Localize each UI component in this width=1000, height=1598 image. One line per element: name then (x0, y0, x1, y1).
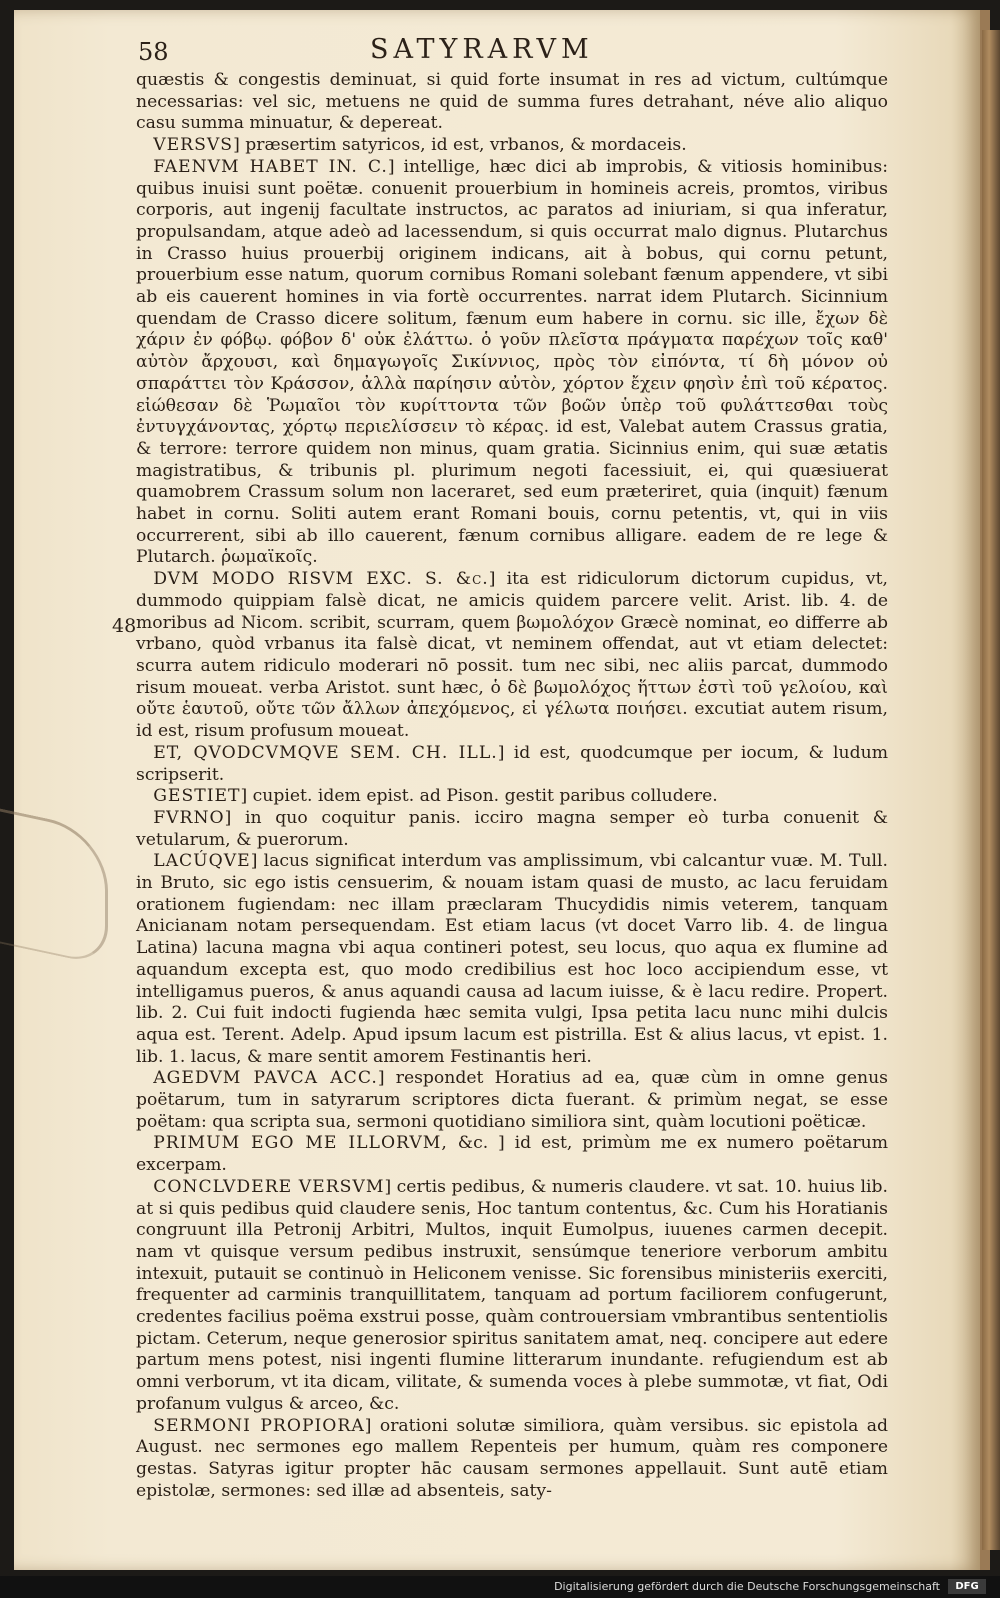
paragraph-text: ] orationi solutæ similiora, quàm versibus. sic epistola ad August. nec sermones ego mallem Repenteis per humum, quàm res componere gestas. Satyras igitur propter hāc causam sermones appellauit. Sunt autē etiam epistolæ, sermones: sed illæ ad absenteis, saty- (136, 1415, 888, 1501)
paragraph (136, 786, 888, 808)
paragraph (136, 1177, 888, 1416)
lemma: AGEDVM PAVCA ACC. (153, 1068, 378, 1089)
dfg-logo: DFG (948, 1579, 986, 1594)
lemma: GESTIET (153, 786, 241, 807)
paragraph-text: ] cupiet. idem epist. ad Pison. gestit paribus colludere. (240, 786, 718, 807)
lemma: FVRNO (153, 807, 225, 828)
lemma: DVM MODO RISVM EXC. S. &c. (153, 569, 489, 590)
paragraph (136, 70, 888, 135)
paragraph-text: ] in quo coquitur panis. icciro magna semper eò turba conuenit & vetularum, & puerorum. (136, 807, 888, 850)
page-edge (982, 30, 1000, 1550)
commentary-text (136, 70, 888, 1502)
lemma: ET, QVODCVMQVE SEM. CH. ILL. (153, 742, 498, 763)
lemma: CONCLVDERE VERSVM (153, 1176, 385, 1197)
page-number: 58 (138, 38, 169, 66)
digitization-footer (0, 1576, 1000, 1598)
paragraph (136, 1068, 888, 1133)
paragraph-text: ] respondet Horatius ad ea, quæ cùm in omne genus poëtarum, tum in satyrarum scriptores dicta fuerant. & primùm negat, se esse poëtam: qua scripta sua, sermoni quotidiano similiora sint, quàm locutioni poëticæ. (136, 1068, 888, 1132)
lemma: SERMONI PROPIORA (153, 1415, 365, 1436)
running-head: SATYRARVM (370, 34, 594, 65)
paragraph (136, 569, 888, 743)
paragraph-text: ] lacus significat interdum vas amplissimum, vbi calcantur vuæ. M. Tull. in Bruto, sic ego istis censuerim, & nouam istam quasi de musto, ac lacu feruidam orationem fugiendam: nec illam præclaram Thucydidis nimis veterem, tanquam Anicianam notam persequendam. Est etiam lacus (vt docet Varro lib. 4. de lingua Latina) lacuna magna vbi aqua contineri potest, seu locus, quo aqua ex flumine ad aquandum excepta est, quo modo credibilius est hoc loco accipiendum esse, vt intelligamus pueros, & anus aquandi causa ad lacum iuisse, & è lacu redire. Propert. lib. 2. Cui fuit indocti fugienda hæc semita vulgi, Ipsa petita lacu nunc mihi dulcis aqua est. Terent. Adelp. Apud ipsum lacum est pistrilla. Est & alius lacus, vt epist. 1. lib. 1. lacus, & mare sentit amorem Festinantis heri. (136, 851, 888, 1067)
paragraph (136, 1133, 888, 1176)
paragraph-text: ] præsertim satyricos, id est, vrbanos, & mordaceis. (233, 135, 687, 156)
marginal-line-number: 48 (112, 615, 137, 637)
paragraph-text: ] certis pedibus, & numeris claudere. vt sat. 10. huius lib. at si quis pedibus quid claudere senis, Hoc tantum contentus, &c. Cum his Horatianis congruunt illa Petronij Arbitri, Multos, inquit Eumolpus, iuuenes carmen decepit. nam vt quisque versum pedibus instruxit, sensúmque teneriore verborum ambitu intexuit, putauit se continuò in Heliconem venisse. Sic forensibus ministeriis exerciti, frequenter ad carminis tranquillitatem, tanquam ad portum faciliorem confugerunt, credentes facilius poëma exstrui posse, quàm controuersiam vmbrantibus sententiolis pictam. Ceterum, neque generosior spiritus sanitatem amat, neq. concipere aut edere partum mens potest, nisi ingenti flumine litterarum inundante. refugiendum est ab omni verborum, vt ita dicam, vilitate, & sumenda voces à plebe summotæ, vt fiat, Odi profanum vulgus & arceo, &c. (136, 1176, 888, 1414)
paragraph (136, 808, 888, 851)
paragraph-text: ] ita est ridiculorum dictorum cupidus, vt, dummodo quippiam falsè dicat, ne amicis quidem parcere velit. Arist. lib. 4. de moribus ad Nicom. scribit, scurram, quem βωμολόχον Græcè nominat, eo differre ab vrbano, quòd vrbanus ita falsè dicat, vt neminem offendat, aut vt etiam delectet: scurra autem ridiculo moderari nō possit. tum nec sibi, nec aliis parcat, dummodo risum moueat. verba Aristot. sunt hæc, ὁ δὲ βωμολόχος ἥττων ἐστὶ τοῦ γελοίου, καὶ οὔτε ἑαυτοῦ, οὔτε τῶν ἄλλων ἀπεχόμενος, εἰ γέλωτα ποιήσει. excutiat autem risum, id est, risum profusum moueat. (136, 569, 888, 742)
lemma: PRIMUM EGO ME ILLORVM, (153, 1133, 448, 1154)
paragraph-text: ] id est, quodcumque per iocum, & ludum scripserit. (136, 742, 888, 785)
paragraph-text: &c. ] id est, primùm me ex numero poëtarum excerpam. (136, 1133, 889, 1176)
lemma: VERSVS (153, 135, 234, 156)
lemma: LACÚQVE (153, 851, 251, 872)
paragraph-text: ] intellige, hæc dici ab improbis, & vitiosis hominibus: quibus inuisi sunt poëtæ. conuenit prouerbium in homineis acreis, promtos, viribus corporis, aut ingenij facultate instructos, ac paratos ad iniuriam, si qua inferatur, propulsandam, atque adeò ad lacessendum, si quis occurrat malo dignus. Plutarchus in Crasso huius prouerbij originem indicans, ait à bobus, qui cornu petunt, prouerbium esse natum, quorum cornibus Romani solebant fænum appendere, vt sibi ab eis cauerent homines in via fortè occurrentes. narrat idem Plutarch. Sicinnium quendam de Crasso dicere solitum, fænum eum habere in cornu. sic ille, ἔχων δὲ χάριν ἐν φόβῳ. φόβον δ' οὐκ ἐλάττω. ὁ γοῦν πλεῖστα πράγματα παρέχων τοῖς καθ' αὐτὸν ἄρχουσι, καὶ δημαγωγοῖς Σικίννιος, πρὸς τὸν εἰπόντα, τί δὴ μόνον οὐ σπαράττει τὸν Κράσσον, ἀλλὰ παρίησιν αὐτὸν, χόρτον ἔχειν φησὶν ἐπὶ τοῦ κέρατος. εἰώθεσαν δὲ Ῥωμαῖοι τὸν κυρίττοντα τῶν βοῶν ὑπὲρ τοῦ φυλάττεσθαι τοὺς ἐντυγχάνοντας, χόρτῳ περιελίσσειν τὸ κέρας. id est, Valebat autem Crassus gratia, & terrore: terrore quidem non minus, quam gratia. Sicinnius enim, qui suæ ætatis magistratibus, & tribunis pl. plurimum negoti facessiuit, ei, qui quæsiuerat quamobrem Crassum solum non laceraret, sed eum præteriret, quia (inquit) fænum habet in cornu. Soliti autem erant Romani bouis, cornu petentis, vt, qui in viis occurrerent, sibi ab illo cauerent, fænum cornibus alligare. eadem de re lege & Plutarch. ῥωμαϊκοῖς. (136, 156, 888, 568)
paragraph (136, 135, 888, 157)
paragraph (136, 1416, 888, 1503)
funding-credit: Digitalisierung gefördert durch die Deutsche Forschungsgemeinschaft (554, 1580, 940, 1593)
paragraph (136, 851, 888, 1068)
paragraph (136, 743, 888, 786)
lemma: FAENVM HABET IN. C. (153, 156, 388, 177)
paragraph (136, 157, 888, 569)
paragraph-text: quæstis & congestis deminuat, si quid forte insumat in res ad victum, cultúmque necessarias: vel sic, metuens ne quid de summa fures detrahant, néve alio aliquo casu summa minuatur, & depereat. (136, 70, 888, 134)
